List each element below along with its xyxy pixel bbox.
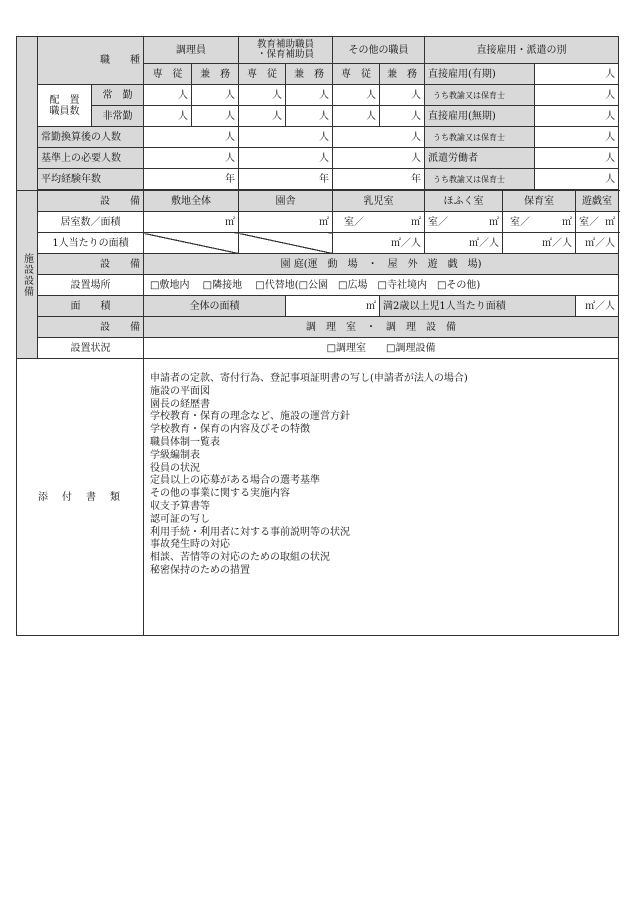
total-area-value[interactable]: ㎡ [286, 296, 380, 317]
other-part: 兼 務 [380, 64, 425, 85]
playroom-room-unit: 室／ [579, 216, 600, 228]
room-building: 園舎 [239, 191, 333, 212]
site-per-person-na [144, 233, 239, 254]
emp-permanent-teacher: うち教諭又は保育士 [425, 127, 535, 148]
attachment-item: 定員以上の応募がある場合の選考基準 [150, 475, 320, 487]
nonreg-assist-part[interactable]: 人 [286, 106, 333, 127]
attachment-item: 園長の経歴書 [150, 398, 210, 410]
attachment-item: その他の事業に関する実施内容 [150, 488, 290, 500]
attachment-item: 認可証の写し [150, 513, 210, 525]
equipment-header: 設 備 [38, 191, 144, 212]
attachments-list [144, 359, 619, 636]
nonreg-other-part[interactable]: 人 [380, 106, 425, 127]
required-label: 基準上の必要人数 [38, 148, 144, 169]
fte-assist[interactable]: 人 [239, 127, 333, 148]
attachment-item: 収支予算書等 [150, 500, 210, 512]
application-form-table [16, 36, 619, 636]
required-cook[interactable]: 人 [144, 148, 239, 169]
rooms-area-label: 居室数／面積 [38, 212, 144, 233]
avg-years-assist[interactable]: 年 [239, 169, 333, 190]
reg-cook-part[interactable]: 人 [192, 85, 239, 106]
assist-full: 専 従 [239, 64, 286, 85]
emp-permanent-teacher-value[interactable]: 人 [535, 127, 619, 148]
yard-equipment-header: 設 備 [38, 254, 144, 275]
emp-direct-fixed-value[interactable]: 人 [535, 64, 619, 85]
attachment-item: 利用手続・利用者に対する事前説明等の状況 [150, 526, 350, 538]
job-type-header: 職 種 [38, 37, 144, 85]
attachment-item: 施設の平面図 [150, 385, 210, 397]
per-person-label: 1人当たりの面積 [38, 233, 144, 254]
nonreg-cook-part[interactable]: 人 [192, 106, 239, 127]
avg-years-label: 平均経験年数 [38, 169, 144, 190]
over2-area-label: 満2歳以上児1人当たり面積 [380, 296, 576, 317]
category-assistant: 教育補助職員 ・保育補助員 [239, 37, 333, 64]
fte-other[interactable]: 人 [333, 127, 425, 148]
location-label: 設置場所 [38, 275, 144, 296]
employment-type-header: 直接雇用・派遣の別 [425, 37, 619, 64]
attachment-item: 事故発生時の対応 [150, 539, 230, 551]
location-options[interactable]: □敷地内 □隣接地 □代替地(□公園 □広場 □寺社境内 □その他) [144, 275, 619, 296]
staff-section-side [17, 37, 38, 191]
infant-area-unit: ㎡ [411, 216, 422, 228]
emp-dispatch-teacher-value[interactable]: 人 [535, 169, 619, 190]
facility-section-label: 施設設備 [17, 191, 38, 359]
reg-other-part[interactable]: 人 [380, 85, 425, 106]
required-assist[interactable]: 人 [239, 148, 333, 169]
avg-years-cook[interactable]: 年 [144, 169, 239, 190]
emp-dispatch-value[interactable]: 人 [535, 148, 619, 169]
nonreg-assist-full[interactable]: 人 [239, 106, 286, 127]
reg-other-full[interactable]: 人 [333, 85, 380, 106]
infant-rooms[interactable] [333, 212, 425, 233]
required-other[interactable]: 人 [333, 148, 425, 169]
playroom-rooms[interactable] [576, 212, 619, 233]
nursery-area-unit: ㎡ [562, 216, 573, 228]
attachments-label: 添 付 書 類 [17, 359, 144, 636]
nonreg-other-full[interactable]: 人 [333, 106, 380, 127]
yard-title: 園 庭(運 動 場 ・ 屋 外 遊 戯 場) [144, 254, 619, 275]
crawling-area-unit: ㎡ [489, 216, 500, 228]
nursery-rooms[interactable] [503, 212, 576, 233]
room-crawling: ほふく室 [425, 191, 503, 212]
room-nursery: 保育室 [503, 191, 576, 212]
fte-label: 常勤換算後の人数 [38, 127, 144, 148]
over2-area-value[interactable]: ㎡／人 [576, 296, 619, 317]
building-per-person-na [239, 233, 333, 254]
infant-per-person[interactable]: ㎡／人 [333, 233, 425, 254]
emp-fixed-teacher-value[interactable]: 人 [535, 85, 619, 106]
attachment-item: 役員の状況 [150, 462, 200, 474]
assist-part: 兼 務 [286, 64, 333, 85]
total-area-label: 全体の面積 [144, 296, 286, 317]
kitchen-options[interactable]: □調理室 □調理設備 [144, 338, 619, 359]
room-infant: 乳児室 [333, 191, 425, 212]
nonreg-cook-full[interactable]: 人 [144, 106, 192, 127]
other-full: 専 従 [333, 64, 380, 85]
nursery-room-unit: 室／ [510, 216, 531, 228]
crawling-per-person[interactable]: ㎡／人 [425, 233, 503, 254]
regular-label: 常 勤 [92, 85, 144, 106]
emp-dispatch-teacher: うち教諭又は保育士 [425, 169, 535, 190]
nursery-per-person[interactable]: ㎡／人 [503, 233, 576, 254]
room-site: 敷地全体 [144, 191, 239, 212]
fte-cook[interactable]: 人 [144, 127, 239, 148]
category-cook: 調理員 [144, 37, 239, 64]
reg-cook-full[interactable]: 人 [144, 85, 192, 106]
site-area[interactable]: ㎡ [144, 212, 239, 233]
emp-direct-permanent: 直接雇用(無期) [425, 106, 535, 127]
kitchen-equipment-header: 設 備 [38, 317, 144, 338]
emp-fixed-teacher: うち教諭又は保育士 [425, 85, 535, 106]
area-label: 面 積 [38, 296, 144, 317]
building-area[interactable]: ㎡ [239, 212, 333, 233]
placement-label: 配 置 職員数 [38, 85, 92, 127]
emp-direct-permanent-value[interactable]: 人 [535, 106, 619, 127]
emp-direct-fixed: 直接雇用(有期) [425, 64, 535, 85]
attachment-item: 申請者の定款、寄付行為、登記事項証明書の写し(申請者が法人の場合) [150, 373, 468, 384]
attachment-item: 学級編制表 [150, 449, 200, 461]
nonregular-label: 非常勤 [92, 106, 144, 127]
status-label: 設置状況 [38, 338, 144, 359]
attachment-item: 学校教育・保育の内容及びその特徴 [150, 424, 310, 436]
reg-assist-part[interactable]: 人 [286, 85, 333, 106]
emp-dispatch: 派遣労働者 [425, 148, 535, 169]
cook-part: 兼 務 [192, 64, 239, 85]
cook-full: 専 従 [144, 64, 192, 85]
attachment-item: 秘密保持のための措置 [150, 564, 250, 576]
kitchen-title: 調 理 室 ・ 調 理 設 備 [144, 317, 619, 338]
attachment-item: 学校教育・保育の理念など、施設の運営方針 [150, 411, 350, 423]
category-other: その他の職員 [333, 37, 425, 64]
attachment-item: 職員体制一覧表 [150, 436, 220, 448]
infant-room-unit: 室／ [344, 216, 365, 228]
avg-years-other[interactable]: 年 [333, 169, 425, 190]
room-playroom: 遊戯室 [576, 191, 619, 212]
playroom-per-person[interactable]: ㎡／人 [576, 233, 619, 254]
playroom-area-unit: ㎡ [605, 216, 616, 228]
attachment-item: 相談、苦情等の対応のための取組の状況 [150, 552, 330, 564]
crawling-room-unit: 室／ [428, 216, 449, 228]
reg-assist-full[interactable]: 人 [239, 85, 286, 106]
crawling-rooms[interactable] [425, 212, 503, 233]
